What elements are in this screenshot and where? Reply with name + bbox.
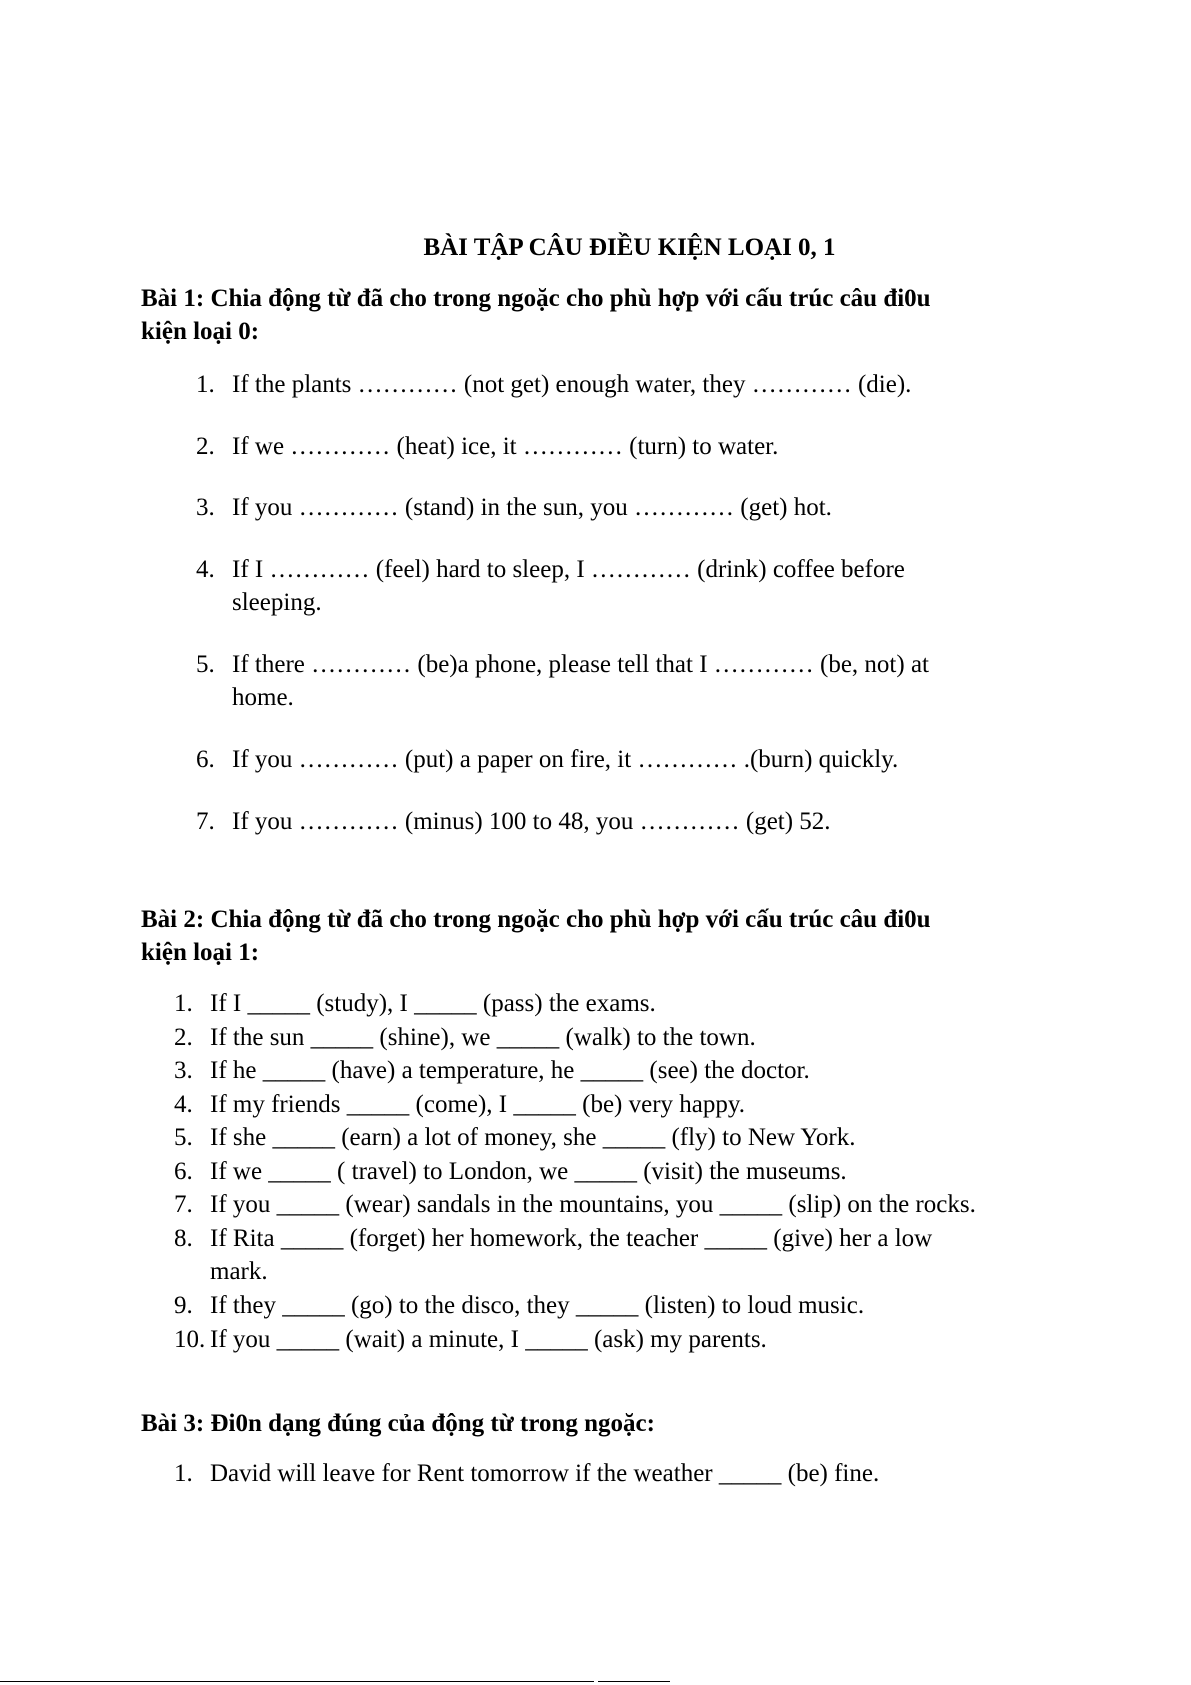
page-title: BÀI TẬP CÂU ĐIỀU KIỆN LOẠI 0, 1 — [423, 234, 836, 261]
item-text-continued: mark. — [210, 1258, 268, 1285]
item-text: If you ………… (stand) in the sun, you ………… (get) hot. — [232, 494, 832, 521]
item-number: 6. — [174, 1158, 193, 1185]
item-text: If there ………… (be)a phone, please tell that I ………… (be, not) at — [232, 651, 929, 678]
item-text-continued: sleeping. — [232, 589, 322, 616]
item-number: 4. — [196, 556, 215, 583]
exercise2-heading-line2: kiện loại 1: — [141, 939, 260, 966]
item-number: 7. — [196, 808, 215, 835]
item-text: If the sun _____ (shine), we _____ (walk) to the town. — [210, 1024, 756, 1051]
item-text: If you ………… (minus) 100 to 48, you ………… (get) 52. — [232, 808, 831, 835]
item-text: If we _____ ( travel) to London, we _____ (visit) the museums. — [210, 1158, 847, 1185]
item-text: If you ………… (put) a paper on fire, it ………… .(burn) quickly. — [232, 746, 899, 773]
item-text: If she _____ (earn) a lot of money, she _____ (fly) to New York. — [210, 1124, 856, 1151]
item-number: 1. — [174, 990, 193, 1017]
item-text: If I ………… (feel) hard to sleep, I ………… (drink) coffee before — [232, 556, 905, 583]
item-text: If the plants ………… (not get) enough water, they ………… (die). — [232, 371, 912, 398]
item-text: If you _____ (wear) sandals in the mountains, you _____ (slip) on the rocks. — [210, 1191, 976, 1218]
item-number: 1. — [174, 1460, 193, 1487]
item-number: 6. — [196, 746, 215, 773]
exercise1-heading-line1: Bài 1: Chia động từ đã cho trong ngoặc cho phù hợp với cấu trúc câu đi0u — [141, 285, 931, 312]
item-number: 10. — [174, 1326, 206, 1353]
item-number: 7. — [174, 1191, 193, 1218]
item-text: If they _____ (go) to the disco, they _____ (listen) to loud music. — [210, 1292, 865, 1319]
item-text: If you _____ (wait) a minute, I _____ (ask) my parents. — [210, 1326, 767, 1353]
item-text: If I _____ (study), I _____ (pass) the exams. — [210, 990, 656, 1017]
footer-divider-short — [598, 1681, 670, 1682]
item-number: 5. — [196, 651, 215, 678]
item-number: 2. — [196, 433, 215, 460]
item-text: David will leave for Rent tomorrow if the weather _____ (be) fine. — [210, 1460, 880, 1487]
exercise1-heading-line2: kiện loại 0: — [141, 318, 260, 345]
item-number: 3. — [196, 494, 215, 521]
item-text: If Rita _____ (forget) her homework, the teacher _____ (give) her a low — [210, 1225, 933, 1252]
item-number: 2. — [174, 1024, 193, 1051]
item-number: 8. — [174, 1225, 193, 1252]
footer-divider — [0, 1681, 594, 1682]
item-text: If my friends _____ (come), I _____ (be) very happy. — [210, 1091, 746, 1118]
item-number: 5. — [174, 1124, 193, 1151]
exercise1-heading — [141, 282, 1061, 348]
item-text-continued: home. — [232, 684, 294, 711]
exercise2-heading — [141, 903, 1061, 969]
item-text: If he _____ (have) a temperature, he _____ (see) the doctor. — [210, 1057, 810, 1084]
item-number: 4. — [174, 1091, 193, 1118]
item-number: 1. — [196, 371, 215, 398]
exercise2-heading-line1: Bài 2: Chia động từ đã cho trong ngoặc cho phù hợp với cấu trúc câu đi0u — [141, 906, 931, 933]
item-text: If we ………… (heat) ice, it ………… (turn) to water. — [232, 433, 779, 460]
exercise3-heading: Bài 3: Đi0n dạng đúng của động từ trong ngoặc: — [141, 1410, 655, 1437]
item-number: 9. — [174, 1292, 193, 1319]
item-number: 3. — [174, 1057, 193, 1084]
